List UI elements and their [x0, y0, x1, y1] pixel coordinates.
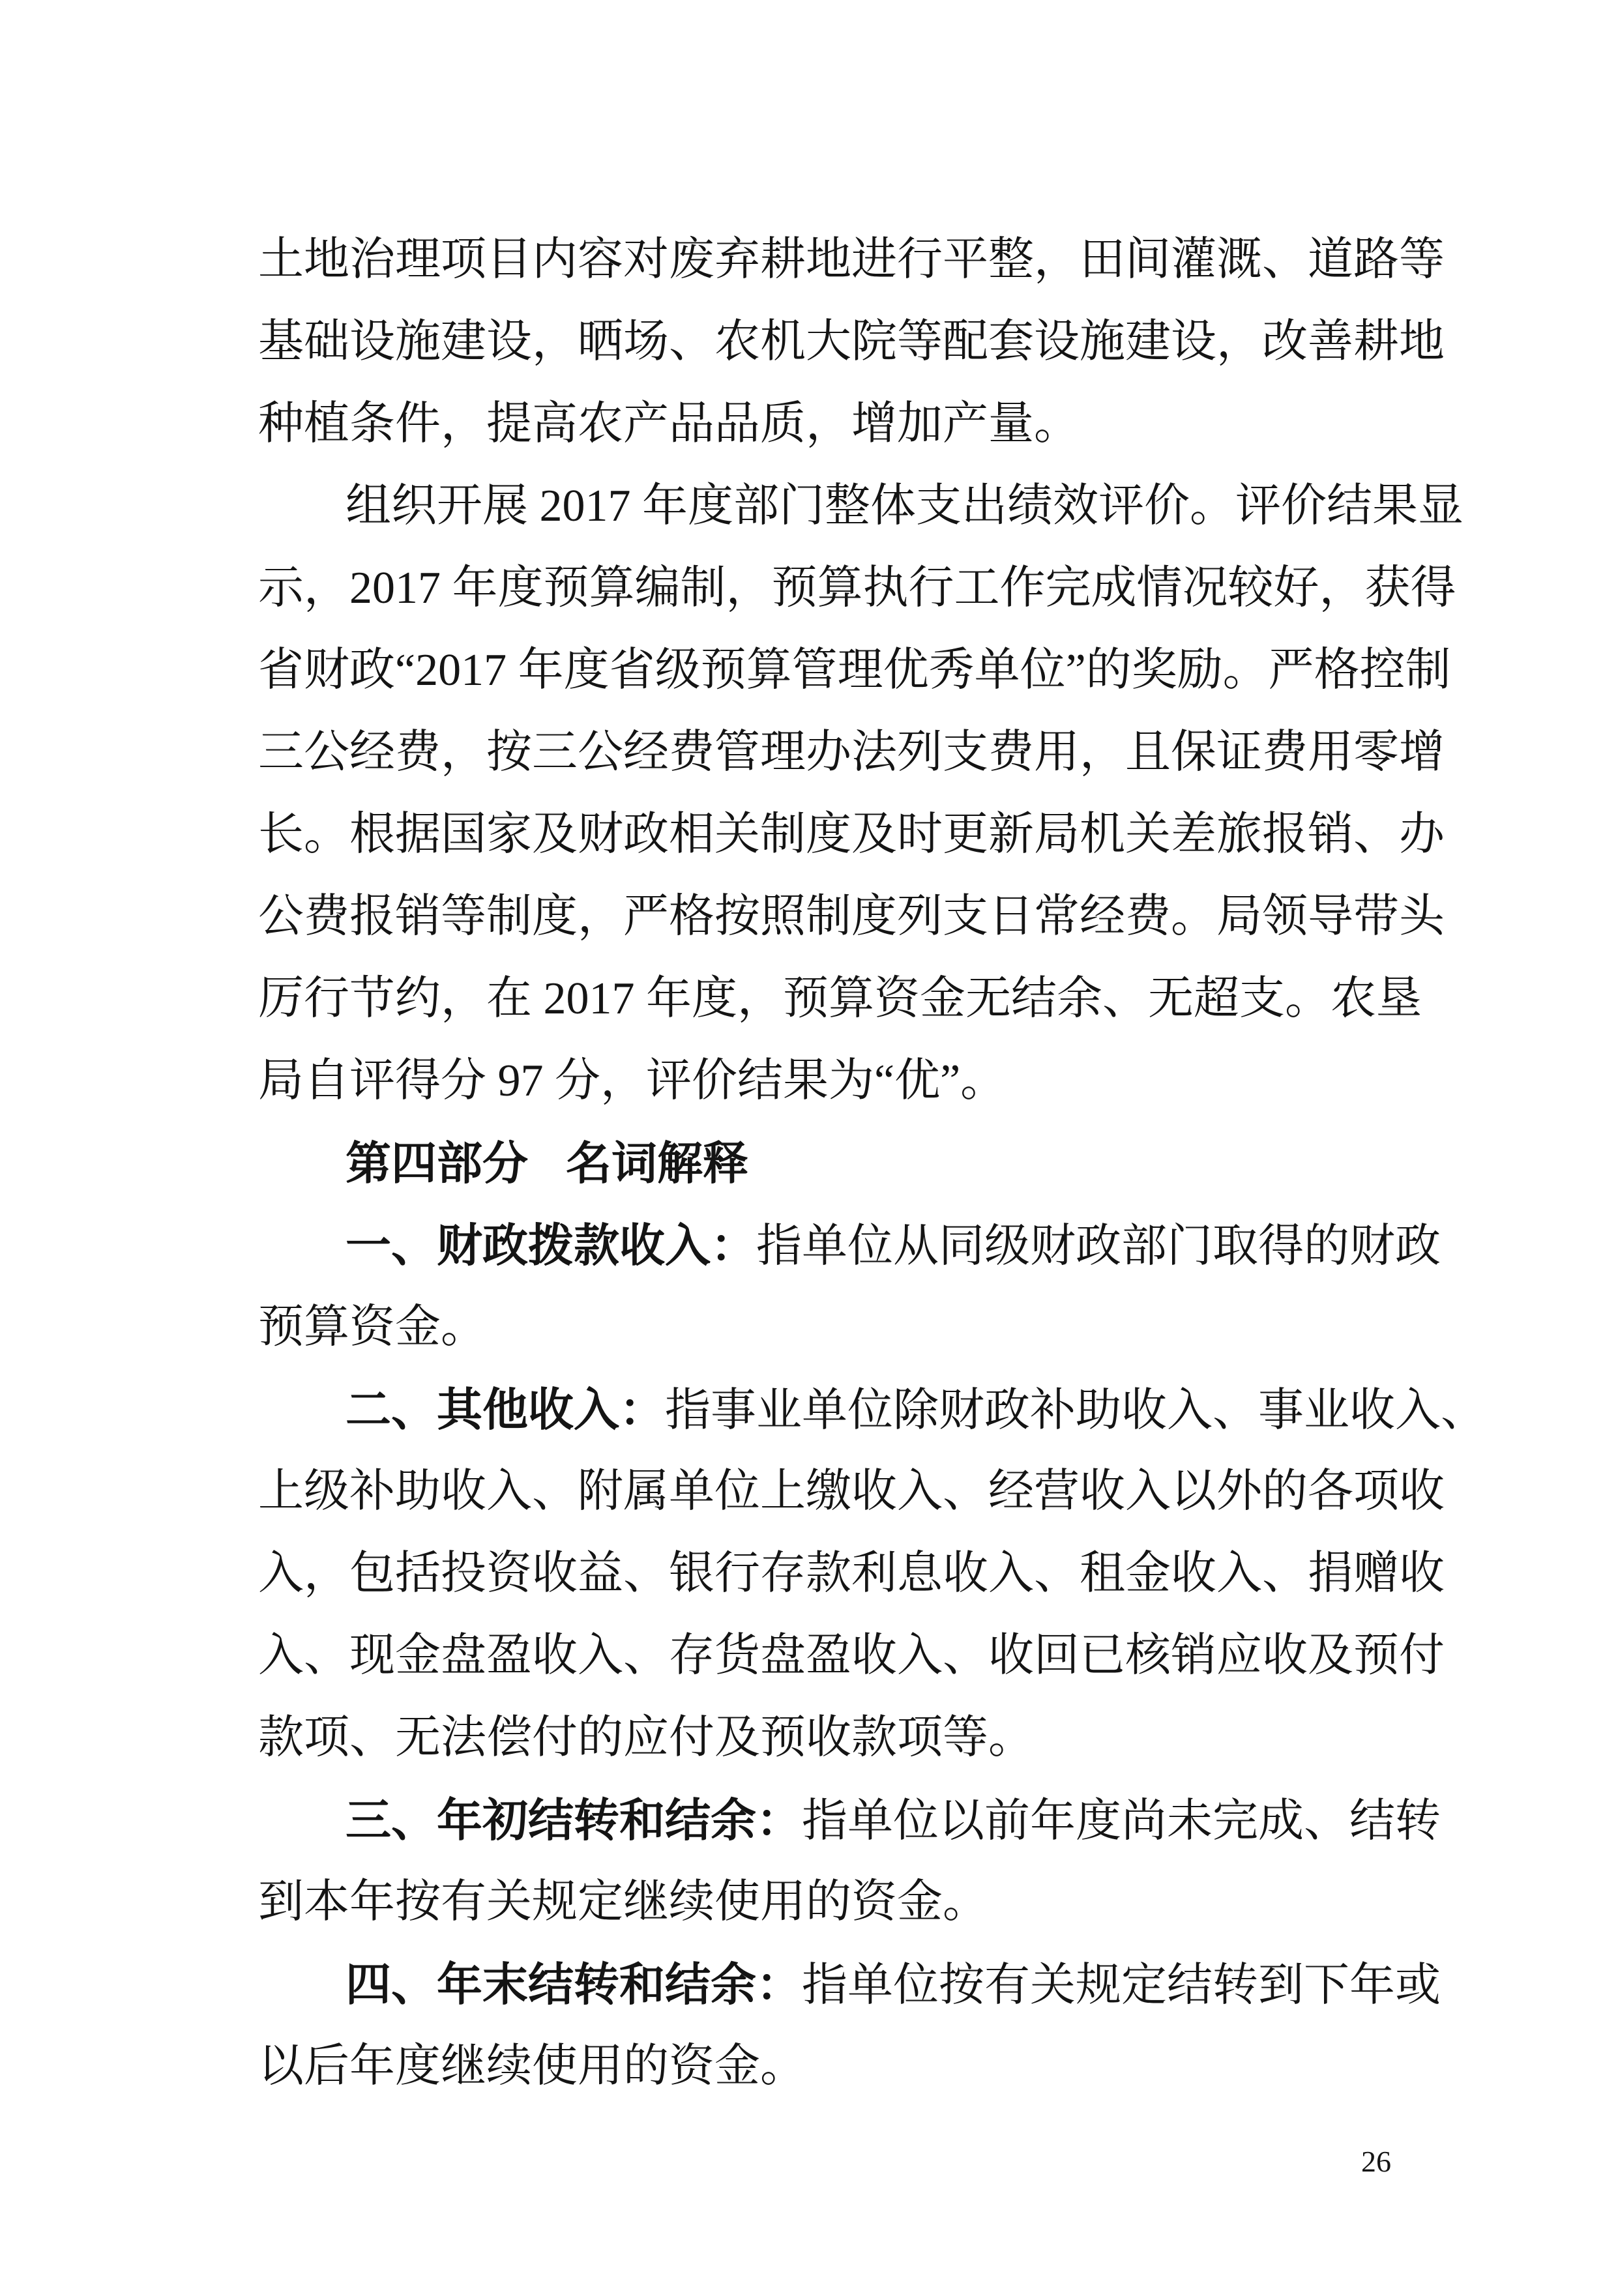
text-line	[258, 630, 1451, 712]
text-segment: 入、现金盘盈收入、存货盘盈收入、收回已核销应收及预付	[258, 1631, 1445, 1681]
text-segment: 局自评得分 97 分，评价结果为“优”。	[258, 1056, 1007, 1106]
text-line	[258, 958, 1422, 1040]
text-line	[258, 547, 1456, 630]
text-segment: 厉行节约，在 2017 年度，预算资金无结余、无超支。农垦	[258, 974, 1422, 1024]
text-line	[258, 2026, 1381, 2108]
text-line	[258, 1779, 1441, 1861]
text-line	[258, 1369, 1486, 1451]
text-line	[258, 1040, 1381, 1122]
bold-text-segment: 二、其他收入：	[346, 1384, 665, 1435]
text-line	[258, 301, 1445, 383]
text-segment: 示，2017 年度预算编制，预算执行工作完成情况较好，获得	[258, 563, 1456, 613]
body-text	[258, 219, 1486, 2108]
bold-text-segment: 第四部分 名词解释	[346, 1138, 748, 1189]
text-line	[258, 1204, 1441, 1286]
text-line	[258, 876, 1445, 958]
text-line	[258, 1451, 1445, 1533]
text-line	[258, 383, 1381, 465]
text-segment: 公费报销等制度，严格按照制度列支日常经费。局领导带头	[258, 892, 1445, 942]
bold-text-segment: 一、财政拨款收入：	[346, 1220, 756, 1271]
section-heading	[258, 1122, 1381, 1204]
text-segment: 省财政“2017 年度省级预算管理优秀单位”的奖励。严格控制	[258, 645, 1451, 695]
text-segment: 款项、无法偿付的应付及预收款项等。	[258, 1713, 1034, 1763]
text-segment: 以后年度继续使用的资金。	[258, 2041, 806, 2091]
text-line	[258, 794, 1445, 876]
bold-text-segment: 四、年末结转和结余：	[346, 1959, 802, 2010]
text-segment: 指单位按有关规定结转到下年或	[802, 1960, 1441, 2011]
text-line	[258, 1861, 1381, 1943]
text-segment: 指事业单位除财政补助收入、事业收入、	[665, 1386, 1486, 1436]
text-line	[258, 712, 1445, 794]
text-segment: 到本年按有关规定继续使用的资金。	[258, 1877, 988, 1927]
bold-text-segment: 三、年初结转和结余：	[346, 1795, 802, 1846]
text-segment: 基础设施建设，晒场、农机大院等配套设施建设，改善耕地	[258, 317, 1445, 367]
text-line	[258, 219, 1445, 301]
text-segment: 长。根据国家及财政相关制度及时更新局机关差旅报销、办	[258, 809, 1445, 860]
text-line	[258, 1697, 1381, 1779]
text-line	[258, 1615, 1445, 1697]
text-segment: 三公经费，按三公经费管理办法列支费用，且保证费用零增	[258, 727, 1445, 777]
text-segment: 指单位以前年度尚未完成、结转	[802, 1796, 1441, 1846]
text-line	[258, 1533, 1445, 1615]
text-segment: 上级补助收入、附属单位上缴收入、经营收入以外的各项收	[258, 1466, 1445, 1517]
text-segment: 预算资金。	[258, 1302, 486, 1352]
text-line	[258, 1943, 1441, 2026]
text-segment: 组织开展 2017 年度部门整体支出绩效评价。评价结果显	[346, 481, 1464, 531]
text-segment: 种植条件，提高农产品品质，增加产量。	[258, 399, 1080, 449]
text-segment: 土地治理项目内容对废弃耕地进行平整，田间灌溉、道路等	[258, 235, 1445, 285]
text-line	[258, 1286, 1381, 1369]
text-segment: 入，包括投资收益、银行存款利息收入、租金收入、捐赠收	[258, 1548, 1445, 1599]
text-segment: 指单位从同级财政部门取得的财政	[756, 1221, 1441, 1272]
text-line	[258, 465, 1464, 547]
page-number: 26	[1361, 2145, 1391, 2178]
